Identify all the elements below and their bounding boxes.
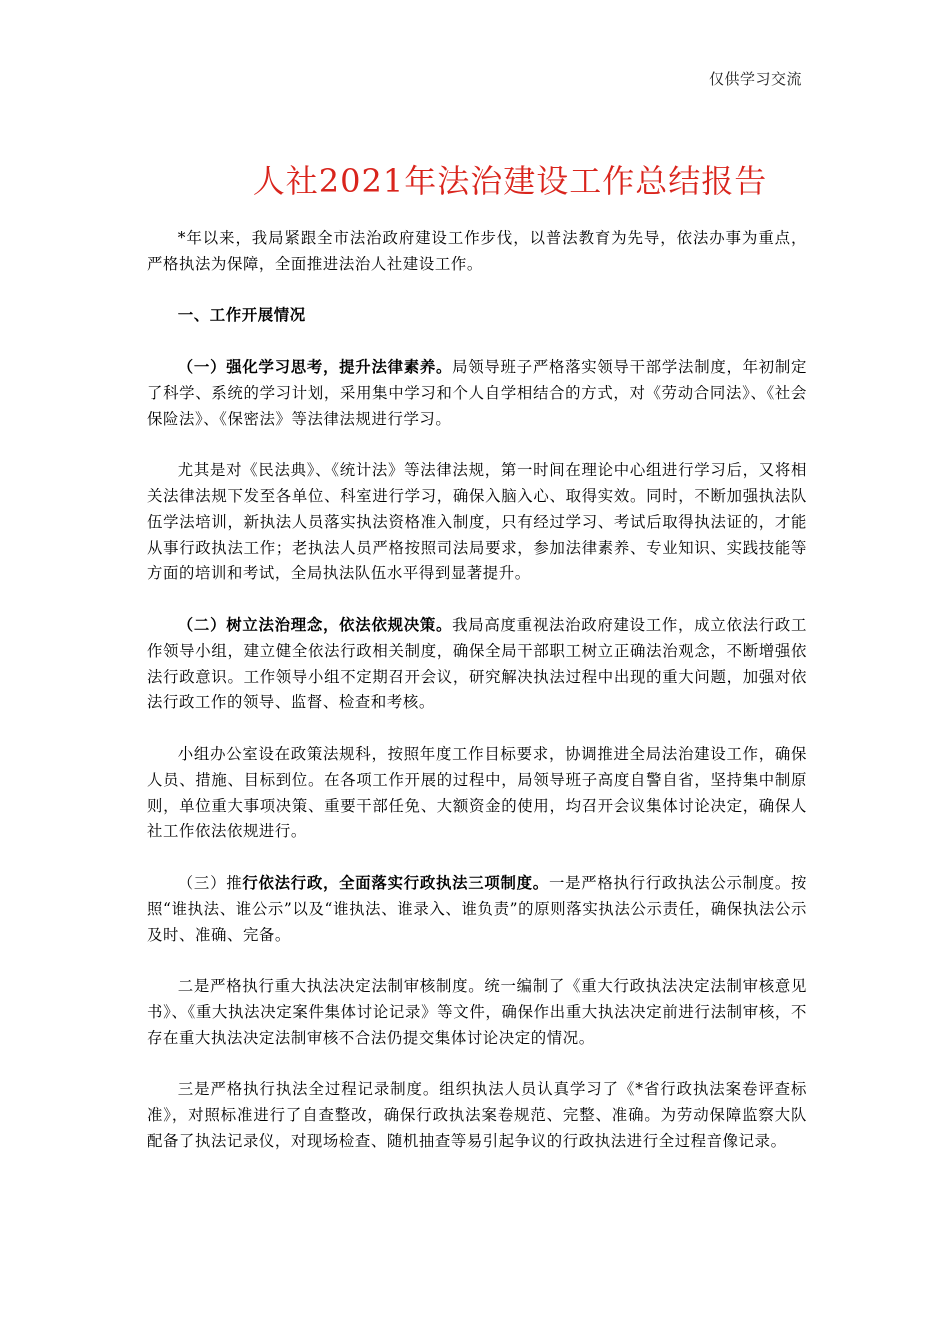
paragraph-5-text: 一是严格执行行政执法公示制度。按照“谁执法、谁公示”以及“谁执法、谁录入、谁负责”的原则落实执法公示责任，确保执法公示及时、准确、完备。 [147, 873, 807, 944]
paragraph-5-lead-plain: （三）推 [177, 873, 243, 892]
paragraph-5-lead-bold: 行依法行政，全面落实行政执法三项制度。 [242, 873, 549, 892]
paragraph-7: 三是严格执行执法全过程记录制度。组织执法人员认真学习了《*省行政执法案卷评查标准》，对照标准进行了自查整改，确保行政执法案卷规范、完整、准确。为劳动保障监察大队配备了执法记录仪，对现场检查、随机抽查等易引起争议的行政执法进行全过程音像记录。 [147, 1080, 807, 1150]
section-heading: 一、工作开展情况 [177, 306, 306, 325]
document-body [147, 226, 807, 1180]
paragraph-3-lead: （二）树立法治理念，依法依规决策。 [177, 615, 453, 634]
intro-paragraph: *年以来，我局紧跟全市法治政府建设工作步伐，以普法教育为先导，依法办事为重点，严格执法为保障，全面推进法治人社建设工作。 [147, 229, 807, 273]
document-title: 人社2021年法治建设工作总结报告 [252, 162, 768, 200]
paragraph-3 [147, 613, 807, 716]
paragraph-1 [147, 355, 807, 432]
paragraph-2: 尤其是对《民法典》、《统计法》等法律法规，第一时间在理论中心组进行学习后，又将相关法律法规下发至各单位、科室进行学习，确保入脑入心、取得实效。同时，不断加强执法队伍学法培训，新执法人员落实执法资格准入制度，只有经过学习、考试后取得执法证的，才能从事行政执法工作；老执法人员严格按照司法局要求，参加法律素养、专业知识、实践技能等方面的培训和考试，全局执法队伍水平得到显著提升。 [147, 461, 807, 583]
paragraph-1-lead: （一）强化学习思考，提升法律素养。 [177, 357, 453, 376]
paragraph-6: 二是严格执行重大执法决定法制审核制度。统一编制了《重大行政执法决定法制审核意见书》、《重大执法决定案件集体讨论记录》等文件，确保作出重大执法决定前进行法制审核，不存在重大执法决定法制审核不合法仍提交集体讨论决定的情况。 [147, 977, 807, 1047]
paragraph-5 [147, 871, 807, 948]
paragraph-3-text: 我局高度重视法治政府建设工作，成立依法行政工作领导小组，建立健全依法行政相关制度，确保全局干部职工树立正确法治观念，不断增强依法行政意识。工作领导小组不定期召开会议，研究解决执法过程中出现的重大问题，加强对依法行政工作的领导、监督、检查和考核。 [147, 615, 808, 712]
watermark-text: 仅供学习交流 [708, 70, 802, 88]
paragraph-1-text: 局领导班子严格落实领导干部学法制度，年初制定了科学、系统的学习计划，采用集中学习和个人自学相结合的方式，对《劳动合同法》、《社会保险法》、《保密法》等法律法规进行学习。 [147, 357, 808, 428]
paragraph-4: 小组办公室设在政策法规科，按照年度工作目标要求，协调推进全局法治建设工作，确保人员、措施、目标到位。在各项工作开展的过程中，局领导班子高度自警自省，坚持集中制原则，单位重大事项决策、重要干部任免、大额资金的使用，均召开会议集体讨论决定，确保人社工作依法依规进行。 [147, 744, 807, 841]
